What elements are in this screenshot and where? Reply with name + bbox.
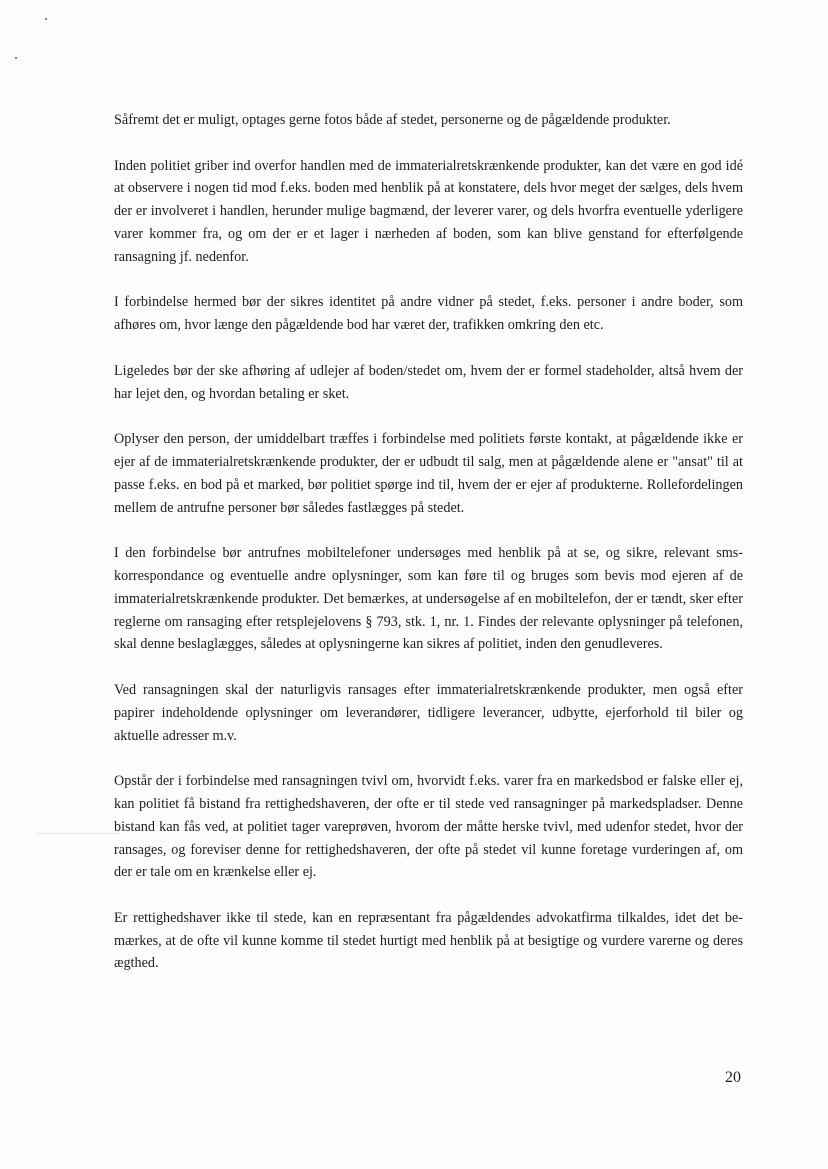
paragraph-mobile-phones: I den forbindelse bør antrufnes mobiltelefoner undersøges med henblik på at se, og sikre, relevant sms-korrespondance og eventuelle andre oplysninger, som kan føre til og bruges som bevis mod ejeren af de immaterialretskrænkende produkter. Det bemærkes, at undersøgelse af en mobiltelefon, der er tændt, sker efter reglerne om ransaging efter retsplejelovens § 793, stk. 1, nr. 1. Findes der relevante oplysninger på telefonen, skal denne beslaglægges, således at oplysningerne kan sikres af politiet, inden den genudleveres.: [114, 545, 743, 653]
paragraph-witnesses: I forbindelse hermed bør der sikres identitet på andre vidner på stedet, f.eks. personer i andre boder, som afhøres om, hvor længe den pågældende bod har været der, trafikken omkring den etc.: [114, 294, 743, 334]
paragraph-photos: Såfremt det er muligt, optages gerne fotos både af stedet, personerne og de pågældende produkter.: [114, 112, 671, 128]
paragraph-law-firm: Er rettighedshaver ikke til stede, kan en repræsentant fra pågældendes advokatfirma tilkaldes, idet det bemærkes, at de ofte vil kunne komme til stedet hurtigt med henblik på at besigtige og vurdere varerne og deres ægthed.: [114, 909, 743, 972]
page-number: 20: [725, 1069, 741, 1086]
scan-speck: [15, 57, 17, 59]
paragraph-observation: Inden politiet griber ind overfor handlen med de immaterialretskrænkende produkter, kan det være en god idé at observere i nogen tid mod f.eks. boden med henblik på at konstatere, dels hvor meget der sælges, dels hvem der er involveret i handlen, herunder mulige bagmænd, der leverer varer, og dels hvorfra eventuelle yderligere varer kommer fra, og om der er et lager i nærheden af boden, som kan blive genstand for efterfølgende ransagning jf. nedenfor.: [114, 157, 743, 265]
document-body: [114, 109, 743, 998]
paragraph-ownership: Oplyser den person, der umiddelbart træffes i forbindelse med politiets første kontakt, at pågældende ikke er ejer af de immaterialretskrænkende produkter, der er udbudt til salg, men at pågældende alene er "ansat" til at passe f.eks. en bod på et marked, bør politiet spørge ind til, hvem der er ejer af produkterne. Rollefordelingen mellem de antrufne personer bør således fastlægges på stedet.: [114, 431, 743, 516]
scan-speck: [45, 18, 47, 20]
paragraph-rightsholder-assistance: Opstår der i forbindelse med ransagningen tvivl om, hvorvidt f.eks. varer fra en markedsbod er falske eller ej, kan politiet få bistand fra rettighedshaveren, der ofte er til stede ved ransagninger på markedspladser. Denne bistand kan fås ved, at politiet tager vareprøven, hvorom der måtte herske tvivl, med udenfor stedet, hvor der ransages, og foreviser denne for rettighedshaveren, der ofte på stedet vil kunne foretage vurderingen af, om der er tale om en krænkelse eller ej.: [114, 773, 743, 881]
paragraph-landlord: Ligeledes bør der ske afhøring af udlejer af boden/stedet om, hvem der er formel stadeholder, altså hvem der har lejet den, og hvordan betaling er sket.: [114, 362, 743, 402]
paragraph-search: Ved ransagningen skal der naturligvis ransages efter immaterialretskrænkende produkter, men også efter papirer indeholdende oplysninger om leverandører, tidligere leverancer, udbytte, ejerforhold til biler og aktuelle adresser m.v.: [114, 681, 743, 744]
scan-artifact-line: [36, 833, 120, 834]
